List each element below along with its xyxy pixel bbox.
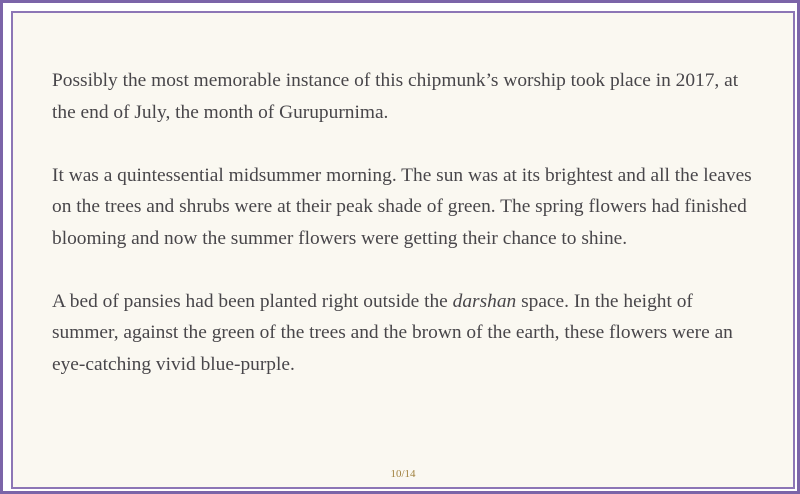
paragraph-1: Possibly the most memorable instance of this chipmunk’s worship took place in 2017, at the end of July, the month of Gurupurnima. xyxy=(52,70,739,123)
emphasized-word: darshan xyxy=(452,290,517,312)
page-content xyxy=(52,65,752,380)
page-number: 10/14 xyxy=(390,468,416,480)
paragraph-2: It was a quintessential midsummer morning. The sun was at its brightest and all the leaves on the trees and shrubs were at their peak shade of green. The spring flowers had finished blooming and now the summer flowers were getting their chance to shine. xyxy=(52,164,752,249)
paragraph-3-text-start: A bed of pansies had been planted right outside the xyxy=(52,290,453,312)
paragraph-3 xyxy=(52,286,752,381)
paragraph-3-text-end: space. In the height of summer, against the green of the trees and the brown of the earth, these flowers were an eye-catching vivid blue-purple. xyxy=(52,290,733,375)
book-page xyxy=(11,11,795,489)
